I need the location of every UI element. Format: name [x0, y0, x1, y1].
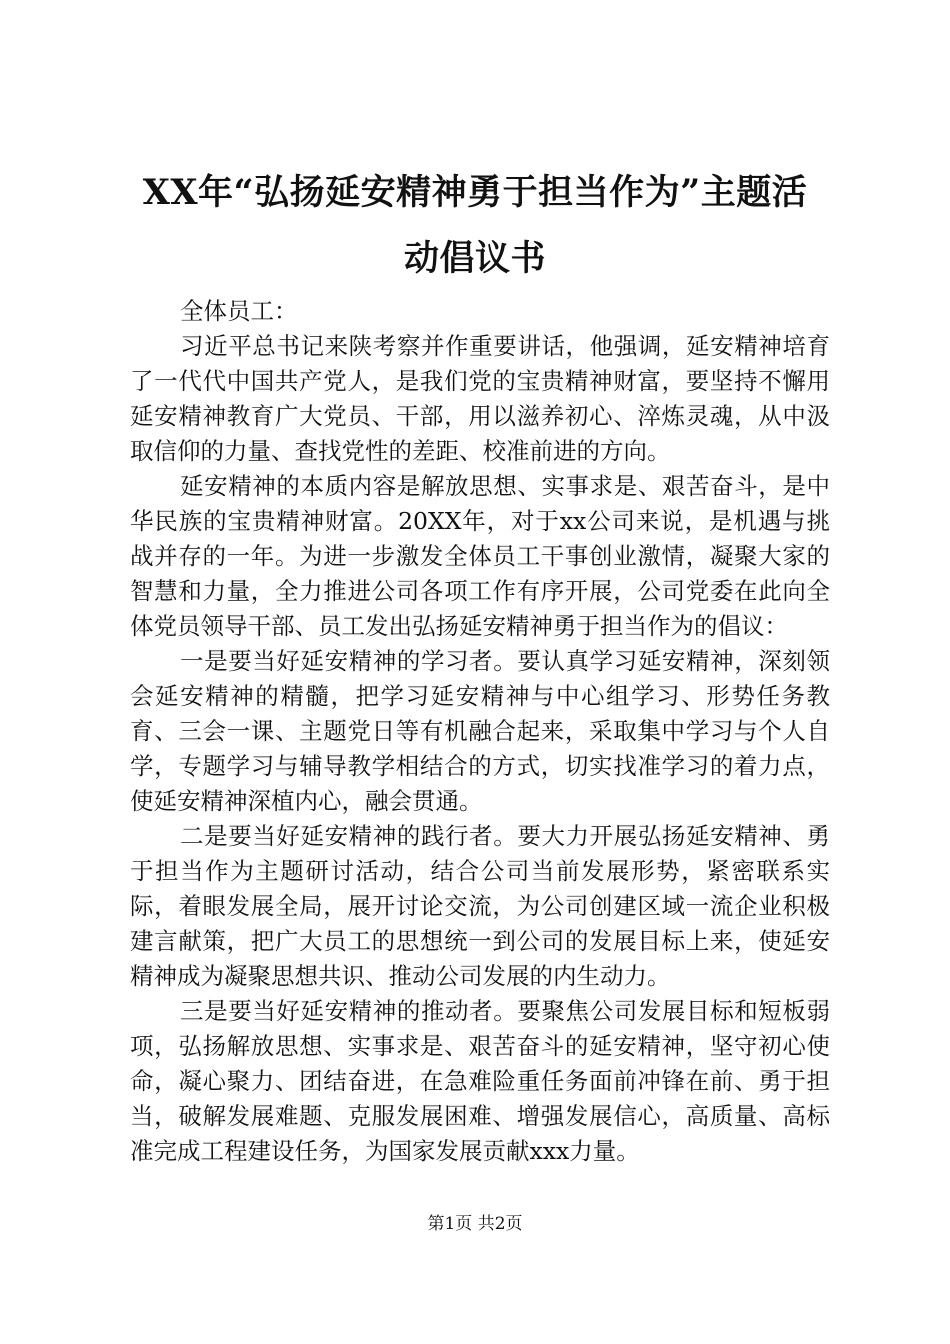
title-line-2: 动倡议书 [403, 238, 546, 279]
paragraph-2: 延安精神的本质内容是解放思想、实事求是、艰苦奋斗，是中华民族的宝贵精神财富。20XX年，对于xx公司来说，是机遇与挑战并存的一年。为进一步激发全体员工干事创业激情，凝聚大家的智慧和力量，全力推进公司各项工作有序开展，公司党委在此向全体党员领导干部、员工发出弘扬延安精神勇于担当作为的倡议： [130, 472, 830, 640]
paragraph-4: 二是要当好延安精神的践行者。要大力开展弘扬延安精神、勇于担当作为主题研讨活动，结合公司当前发展形势，紧密联系实际，着眼发展全局，展开讨论交流，为公司创建区域一流企业积极建言献策，把广大员工的思想统一到公司的发展目标上来，使延安精神成为凝聚思想共识、推动公司发展的内生动力。 [130, 822, 830, 990]
title-line-1: XX年“弘扬延安精神勇于担当作为”主题活 [142, 172, 808, 213]
paragraph-1: 习近平总书记来陕考察并作重要讲话，他强调，延安精神培育了一代代中国共产党人，是我们党的宝贵精神财富，要坚持不懈用延安精神教育广大党员、干部，用以滋养初心、淬炼灵魂，从中汲取信仰的力量、查找党性的差距、校准前进的方向。 [130, 332, 830, 465]
salutation: 全体员工： [180, 297, 298, 325]
document-title [110, 160, 840, 292]
paragraph-3: 一是要当好延安精神的学习者。要认真学习延安精神，深刻领会延安精神的精髓，把学习延安精神与中心组学习、形势任务教育、三会一课、主题党日等有机融合起来，采取集中学习与个人自学，专题学习与辅导教学相结合的方式，切实找准学习的着力点，使延安精神深植内心，融会贯通。 [130, 647, 830, 815]
page-footer: 第1页 共2页 [427, 1214, 523, 1234]
paragraph-5: 三是要当好延安精神的推动者。要聚焦公司发展目标和短板弱项，弘扬解放思想、实事求是、艰苦奋斗的延安精神，坚守初心使命，凝心聚力、团结奋进，在急难险重任务面前冲锋在前、勇于担当，破解发展难题、克服发展困难、增强发展信心，高质量、高标准完成工程建设任务，为国家发展贡献xxx力量。 [130, 997, 830, 1165]
document-body [130, 294, 830, 1169]
